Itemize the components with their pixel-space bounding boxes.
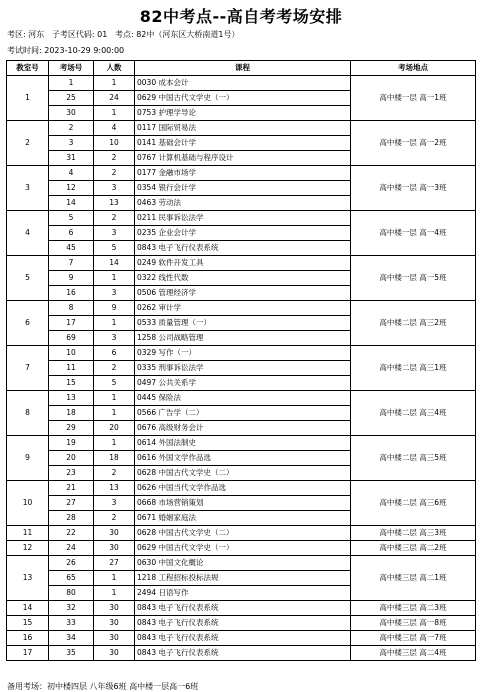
page-title: 82中考点--高自考考场安排 bbox=[139, 7, 343, 26]
hall-number-cell: 28 bbox=[49, 511, 94, 526]
exam-venue-cell: 高中楼三层 高一8班 bbox=[351, 616, 476, 631]
hall-number-cell: 2 bbox=[49, 121, 94, 136]
exam-venue-cell: 高中楼二层 高三5班 bbox=[351, 436, 476, 481]
exam-venue-cell: 高中楼三层 高二1班 bbox=[351, 556, 476, 601]
room-number-cell: 14 bbox=[7, 601, 49, 616]
header-room: 教室号 bbox=[7, 61, 49, 76]
hall-number-cell: 5 bbox=[49, 211, 94, 226]
hall-number-cell: 7 bbox=[49, 256, 94, 271]
course-cell: 0354 银行会计学 bbox=[135, 181, 351, 196]
course-cell: 0676 高级财务会计 bbox=[135, 421, 351, 436]
exam-venue-cell: 高中楼一层 高一3班 bbox=[351, 166, 476, 211]
hall-number-cell: 9 bbox=[49, 271, 94, 286]
table-row bbox=[7, 166, 476, 181]
candidate-count-cell: 3 bbox=[94, 226, 135, 241]
hall-number-cell: 10 bbox=[49, 346, 94, 361]
exam-venue-cell: 高中楼一层 高一4班 bbox=[351, 211, 476, 256]
candidate-count-cell: 1 bbox=[94, 316, 135, 331]
hall-number-cell: 22 bbox=[49, 526, 94, 541]
course-cell: 0626 中国当代文学作品选 bbox=[135, 481, 351, 496]
candidate-count-cell: 18 bbox=[94, 451, 135, 466]
hall-number-cell: 26 bbox=[49, 556, 94, 571]
room-number-cell: 9 bbox=[7, 436, 49, 481]
hall-number-cell: 35 bbox=[49, 646, 94, 661]
candidate-count-cell: 5 bbox=[94, 241, 135, 256]
candidate-count-cell: 1 bbox=[94, 406, 135, 421]
candidate-count-cell: 10 bbox=[94, 136, 135, 151]
course-cell: 0141 基础会计学 bbox=[135, 136, 351, 151]
hall-number-cell: 8 bbox=[49, 301, 94, 316]
course-cell: 0463 劳动法 bbox=[135, 196, 351, 211]
course-cell: 0767 计算机基础与程序设计 bbox=[135, 151, 351, 166]
course-cell: 0533 质量管理（一） bbox=[135, 316, 351, 331]
table-row bbox=[7, 346, 476, 361]
table-row bbox=[7, 436, 476, 451]
table-row bbox=[7, 526, 476, 541]
hall-number-cell: 20 bbox=[49, 451, 94, 466]
hall-number-cell: 18 bbox=[49, 406, 94, 421]
header-count: 人数 bbox=[94, 61, 135, 76]
candidate-count-cell: 1 bbox=[94, 436, 135, 451]
course-cell: 0753 护理学导论 bbox=[135, 106, 351, 121]
hall-number-cell: 45 bbox=[49, 241, 94, 256]
candidate-count-cell: 13 bbox=[94, 481, 135, 496]
candidate-count-cell: 5 bbox=[94, 376, 135, 391]
backup-room-note: 备用考场：初中楼四层 八年级6班 高中楼一层高一6班 bbox=[7, 682, 199, 691]
hall-number-cell: 69 bbox=[49, 331, 94, 346]
room-number-cell: 7 bbox=[7, 346, 49, 391]
course-cell: 0629 中国古代文学史（一） bbox=[135, 541, 351, 556]
region-label: 考区: bbox=[7, 30, 26, 39]
course-cell: 0668 市场营销策划 bbox=[135, 496, 351, 511]
candidate-count-cell: 6 bbox=[94, 346, 135, 361]
hall-number-cell: 24 bbox=[49, 541, 94, 556]
site-label: 考点: bbox=[114, 30, 134, 39]
candidate-count-cell: 24 bbox=[94, 91, 135, 106]
table-row bbox=[7, 76, 476, 91]
table-body bbox=[7, 76, 476, 661]
candidate-count-cell: 30 bbox=[94, 646, 135, 661]
course-cell: 0177 金融市场学 bbox=[135, 166, 351, 181]
room-number-cell: 16 bbox=[7, 631, 49, 646]
hall-number-cell: 33 bbox=[49, 616, 94, 631]
candidate-count-cell: 27 bbox=[94, 556, 135, 571]
hall-number-cell: 6 bbox=[49, 226, 94, 241]
candidate-count-cell: 2 bbox=[94, 361, 135, 376]
exam-venue-cell: 高中楼三层 高二4班 bbox=[351, 646, 476, 661]
room-number-cell: 4 bbox=[7, 211, 49, 256]
hall-number-cell: 12 bbox=[49, 181, 94, 196]
course-cell: 0262 审计学 bbox=[135, 301, 351, 316]
room-number-cell: 1 bbox=[7, 76, 49, 121]
exam-venue-cell: 高中楼一层 高一1班 bbox=[351, 76, 476, 121]
candidate-count-cell: 3 bbox=[94, 331, 135, 346]
table-row bbox=[7, 616, 476, 631]
time-label: 考试时间: bbox=[7, 46, 42, 55]
hall-number-cell: 17 bbox=[49, 316, 94, 331]
candidate-count-cell: 30 bbox=[94, 631, 135, 646]
candidate-count-cell: 1 bbox=[94, 106, 135, 121]
course-cell: 0843 电子飞行仪表系统 bbox=[135, 241, 351, 256]
room-number-cell: 8 bbox=[7, 391, 49, 436]
hall-number-cell: 65 bbox=[49, 571, 94, 586]
table-header bbox=[7, 61, 476, 76]
candidate-count-cell: 30 bbox=[94, 526, 135, 541]
candidate-count-cell: 13 bbox=[94, 196, 135, 211]
candidate-count-cell: 4 bbox=[94, 121, 135, 136]
candidate-count-cell: 30 bbox=[94, 541, 135, 556]
table-row bbox=[7, 211, 476, 226]
candidate-count-cell: 30 bbox=[94, 616, 135, 631]
exam-venue-cell: 高中楼三层 高一7班 bbox=[351, 631, 476, 646]
hall-number-cell: 3 bbox=[49, 136, 94, 151]
hall-number-cell: 4 bbox=[49, 166, 94, 181]
exam-region-info bbox=[7, 29, 240, 40]
course-cell: 0614 外国法制史 bbox=[135, 436, 351, 451]
course-cell: 0628 中国古代文学史（二） bbox=[135, 466, 351, 481]
exam-venue-cell: 高中楼一层 高一5班 bbox=[351, 256, 476, 301]
course-cell: 0506 管理经济学 bbox=[135, 286, 351, 301]
hall-number-cell: 11 bbox=[49, 361, 94, 376]
room-number-cell: 11 bbox=[7, 526, 49, 541]
hall-number-cell: 34 bbox=[49, 631, 94, 646]
table-row bbox=[7, 556, 476, 571]
candidate-count-cell: 1 bbox=[94, 76, 135, 91]
candidate-count-cell: 20 bbox=[94, 421, 135, 436]
course-cell: 0249 软件开发工具 bbox=[135, 256, 351, 271]
hall-number-cell: 25 bbox=[49, 91, 94, 106]
hall-number-cell: 31 bbox=[49, 151, 94, 166]
course-cell: 1258 公司战略管理 bbox=[135, 331, 351, 346]
table-row bbox=[7, 256, 476, 271]
exam-venue-cell: 高中楼二层 高三3班 bbox=[351, 526, 476, 541]
course-cell: 0497 公共关系学 bbox=[135, 376, 351, 391]
header-venue: 考场地点 bbox=[351, 61, 476, 76]
room-number-cell: 6 bbox=[7, 301, 49, 346]
room-number-cell: 10 bbox=[7, 481, 49, 526]
course-cell: 0616 外国文学作品选 bbox=[135, 451, 351, 466]
exam-venue-cell: 高中楼一层 高一2班 bbox=[351, 121, 476, 166]
candidate-count-cell: 1 bbox=[94, 271, 135, 286]
candidate-count-cell: 2 bbox=[94, 151, 135, 166]
course-cell: 0843 电子飞行仪表系统 bbox=[135, 631, 351, 646]
course-cell: 0843 电子飞行仪表系统 bbox=[135, 601, 351, 616]
hall-number-cell: 30 bbox=[49, 106, 94, 121]
hall-number-cell: 29 bbox=[49, 421, 94, 436]
course-cell: 0843 电子飞行仪表系统 bbox=[135, 646, 351, 661]
candidate-count-cell: 1 bbox=[94, 391, 135, 406]
room-number-cell: 17 bbox=[7, 646, 49, 661]
exam-venue-cell: 高中楼三层 高二2班 bbox=[351, 541, 476, 556]
candidate-count-cell: 9 bbox=[94, 301, 135, 316]
hall-number-cell: 32 bbox=[49, 601, 94, 616]
course-cell: 0211 民事诉讼法学 bbox=[135, 211, 351, 226]
course-cell: 0445 保险法 bbox=[135, 391, 351, 406]
header-course: 课程 bbox=[135, 61, 351, 76]
course-cell: 0335 刑事诉讼法学 bbox=[135, 361, 351, 376]
table-row bbox=[7, 301, 476, 316]
room-number-cell: 3 bbox=[7, 166, 49, 211]
course-cell: 0843 电子飞行仪表系统 bbox=[135, 616, 351, 631]
candidate-count-cell: 1 bbox=[94, 586, 135, 601]
hall-number-cell: 80 bbox=[49, 586, 94, 601]
candidate-count-cell: 30 bbox=[94, 601, 135, 616]
hall-number-cell: 14 bbox=[49, 196, 94, 211]
exam-venue-cell: 高中楼三层 高二3班 bbox=[351, 601, 476, 616]
candidate-count-cell: 2 bbox=[94, 511, 135, 526]
table-row bbox=[7, 631, 476, 646]
header-row bbox=[7, 61, 476, 76]
hall-number-cell: 19 bbox=[49, 436, 94, 451]
region-value: 河东 bbox=[28, 30, 45, 39]
time-value: 2023-10-29 9:00:00 bbox=[44, 46, 125, 55]
course-cell: 0117 国际贸易法 bbox=[135, 121, 351, 136]
course-cell: 0566 广告学（二） bbox=[135, 406, 351, 421]
course-cell: 0322 线性代数 bbox=[135, 271, 351, 286]
candidate-count-cell: 2 bbox=[94, 466, 135, 481]
header-hall: 考场号 bbox=[49, 61, 94, 76]
hall-number-cell: 27 bbox=[49, 496, 94, 511]
table-row bbox=[7, 481, 476, 496]
course-cell: 0030 成本会计 bbox=[135, 76, 351, 91]
course-cell: 0671 婚姻家庭法 bbox=[135, 511, 351, 526]
room-number-cell: 13 bbox=[7, 556, 49, 601]
table-row bbox=[7, 646, 476, 661]
exam-venue-cell: 高中楼二层 高三1班 bbox=[351, 346, 476, 391]
exam-time-info bbox=[7, 45, 124, 56]
subregion-code-value: 01 bbox=[97, 30, 108, 39]
hall-number-cell: 15 bbox=[49, 376, 94, 391]
room-number-cell: 2 bbox=[7, 121, 49, 166]
candidate-count-cell: 3 bbox=[94, 286, 135, 301]
candidate-count-cell: 3 bbox=[94, 496, 135, 511]
course-cell: 0629 中国古代文学史（一） bbox=[135, 91, 351, 106]
exam-venue-cell: 高中楼二层 高三2班 bbox=[351, 301, 476, 346]
exam-schedule-table bbox=[6, 60, 476, 661]
hall-number-cell: 21 bbox=[49, 481, 94, 496]
hall-number-cell: 16 bbox=[49, 286, 94, 301]
room-number-cell: 15 bbox=[7, 616, 49, 631]
subregion-code-label: 子考区代码: bbox=[51, 30, 95, 39]
candidate-count-cell: 2 bbox=[94, 166, 135, 181]
course-cell: 2494 日语写作 bbox=[135, 586, 351, 601]
room-number-cell: 5 bbox=[7, 256, 49, 301]
candidate-count-cell: 14 bbox=[94, 256, 135, 271]
hall-number-cell: 13 bbox=[49, 391, 94, 406]
table-row bbox=[7, 601, 476, 616]
course-cell: 1218 工程招标投标法规 bbox=[135, 571, 351, 586]
hall-number-cell: 1 bbox=[49, 76, 94, 91]
exam-venue-cell: 高中楼二层 高三4班 bbox=[351, 391, 476, 436]
table-row bbox=[7, 541, 476, 556]
table-row bbox=[7, 121, 476, 136]
candidate-count-cell: 1 bbox=[94, 571, 135, 586]
candidate-count-cell: 3 bbox=[94, 181, 135, 196]
course-cell: 0630 中国文化概论 bbox=[135, 556, 351, 571]
course-cell: 0235 企业会计学 bbox=[135, 226, 351, 241]
room-number-cell: 12 bbox=[7, 541, 49, 556]
course-cell: 0628 中国古代文学史（二） bbox=[135, 526, 351, 541]
hall-number-cell: 23 bbox=[49, 466, 94, 481]
course-cell: 0329 写作（一） bbox=[135, 346, 351, 361]
table-row bbox=[7, 391, 476, 406]
site-value: 82中（河东区大桥南道1号） bbox=[136, 30, 240, 39]
exam-venue-cell: 高中楼二层 高三6班 bbox=[351, 481, 476, 526]
candidate-count-cell: 2 bbox=[94, 211, 135, 226]
